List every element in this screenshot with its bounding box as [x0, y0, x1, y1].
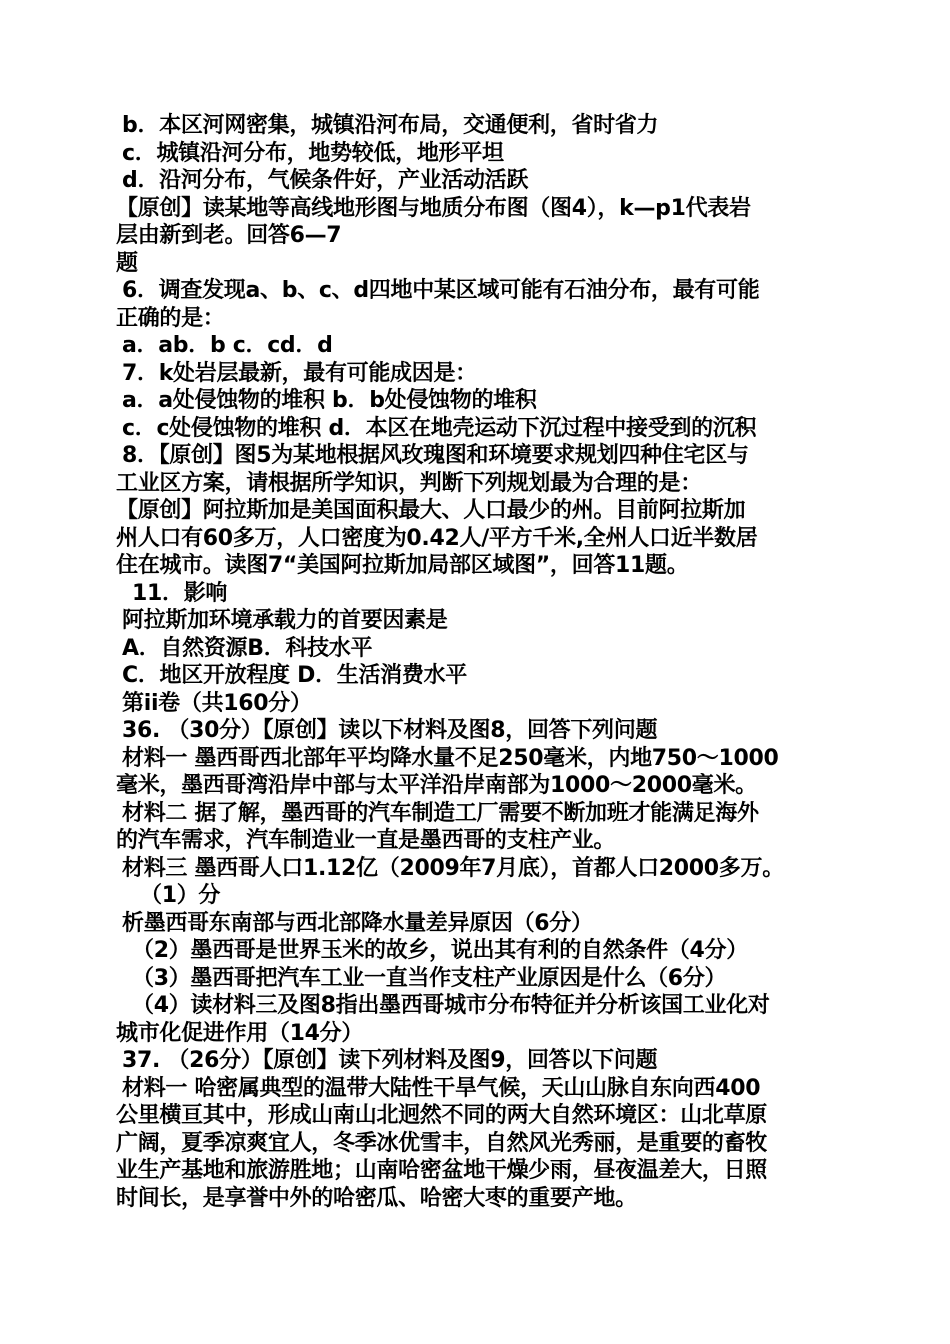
- option-line: c．c处侵蚀物的堆积 d．本区在地壳运动下沉过程中接受到的沉积: [122, 415, 757, 441]
- question-line: 工业区方案，请根据所学知识，判断下列规划最为合理的是：: [116, 470, 702, 496]
- sub-question-line: 析墨西哥东南部与西北部降水量差异原因（6分）: [122, 910, 593, 936]
- question-line: 8．【原创】图5为某地根据风玫瑰图和环境要求规划四种住宅区与: [122, 443, 749, 468]
- material-line: 材料一 墨西哥西北部年平均降水量不足250毫米，内地750～1000: [122, 745, 779, 771]
- option-line: a．ab．b c．cd．d: [122, 333, 333, 358]
- question-intro: 住在城市。读图7“美国阿拉斯加局部区域图”，回答11题。: [116, 553, 689, 578]
- option-line: d．沿河分布，气候条件好，产业活动活跃: [122, 168, 529, 193]
- document-text: [116, 112, 856, 1212]
- sub-question-line: （3）墨西哥把汽车工业一直当作支柱产业原因是什么（6分）: [132, 965, 727, 991]
- option-line: a．a处侵蚀物的堆积 b．b处侵蚀物的堆积: [122, 388, 537, 413]
- question-line: 6．调查发现a、b、c、d四地中某区域可能有石油分布，最有可能: [122, 278, 760, 303]
- option-line: A．自然资源B．科技水平: [122, 635, 373, 661]
- question-line: 阿拉斯加环境承载力的首要因素是: [122, 608, 448, 633]
- material-line: 时间长，是享誉中外的哈密瓜、哈密大枣的重要产地。: [116, 1185, 637, 1211]
- option-line: c．城镇沿河分布，地势较低，地形平坦: [122, 140, 504, 166]
- material-line: 广阔，夏季凉爽宜人，冬季冰优雪丰，自然风光秀丽，是重要的畜牧: [116, 1130, 768, 1156]
- material-line: 材料三 墨西哥人口1.12亿（2009年7月底），首都人口2000多万。: [122, 855, 784, 881]
- question-line: 11．影响: [132, 580, 228, 606]
- question-line: 7．k处岩层最新，最有可能成因是：: [122, 360, 477, 386]
- material-line: 的汽车需求，汽车制造业一直是墨西哥的支柱产业。: [116, 828, 616, 853]
- option-line: b．本区河网密集，城镇沿河布局，交通便利，省时省力: [122, 113, 659, 138]
- question-intro: 【原创】阿拉斯加是美国面积最大、人口最少的州。目前阿拉斯加: [116, 498, 746, 523]
- sub-question-line: （2）墨西哥是世界玉米的故乡，说出其有利的自然条件（4分）: [132, 938, 748, 963]
- material-line: 材料二 据了解，墨西哥的汽车制造工厂需要不断加班才能满足海外: [122, 800, 759, 826]
- sub-question-line: （1）分: [140, 883, 221, 908]
- question-intro: 题: [116, 250, 138, 276]
- sub-question-line: （4）读材料三及图8指出墨西哥城市分布特征并分析该国工业化对: [132, 993, 770, 1018]
- question-line: 36. （30分）【原创】读以下材料及图8，回答下列问题: [122, 718, 658, 743]
- material-line: 业生产基地和旅游胜地；山南哈密盆地干燥少雨，昼夜温差大，日照: [116, 1158, 768, 1183]
- material-line: 公里横亘其中，形成山南山北迥然不同的两大自然环境区：山北草原: [116, 1103, 768, 1128]
- option-line: C．地区开放程度 D．生活消费水平: [122, 663, 467, 688]
- question-line: 37. （26分）【原创】读下列材料及图9，回答以下问题: [122, 1048, 658, 1073]
- section-heading: 第ii卷（共160分）: [122, 690, 312, 716]
- material-line: 毫米，墨西哥湾沿岸中部与太平洋沿岸南部为1000～2000毫米。: [116, 773, 757, 798]
- sub-question-line: 城市化促进作用（14分）: [116, 1020, 364, 1046]
- question-intro: 层由新到老。回答6—7: [116, 223, 342, 248]
- question-intro: 【原创】读某地等高线地形图与地质分布图（图4），k—p1代表岩: [116, 195, 751, 221]
- question-line: 正确的是：: [116, 305, 225, 331]
- material-line: 材料一 哈密属典型的温带大陆性干旱气候，天山山脉自东向西400: [122, 1075, 761, 1101]
- question-intro: 州人口有60多万，人口密度为0.42人/平方千米,全州人口近半数居: [116, 525, 758, 551]
